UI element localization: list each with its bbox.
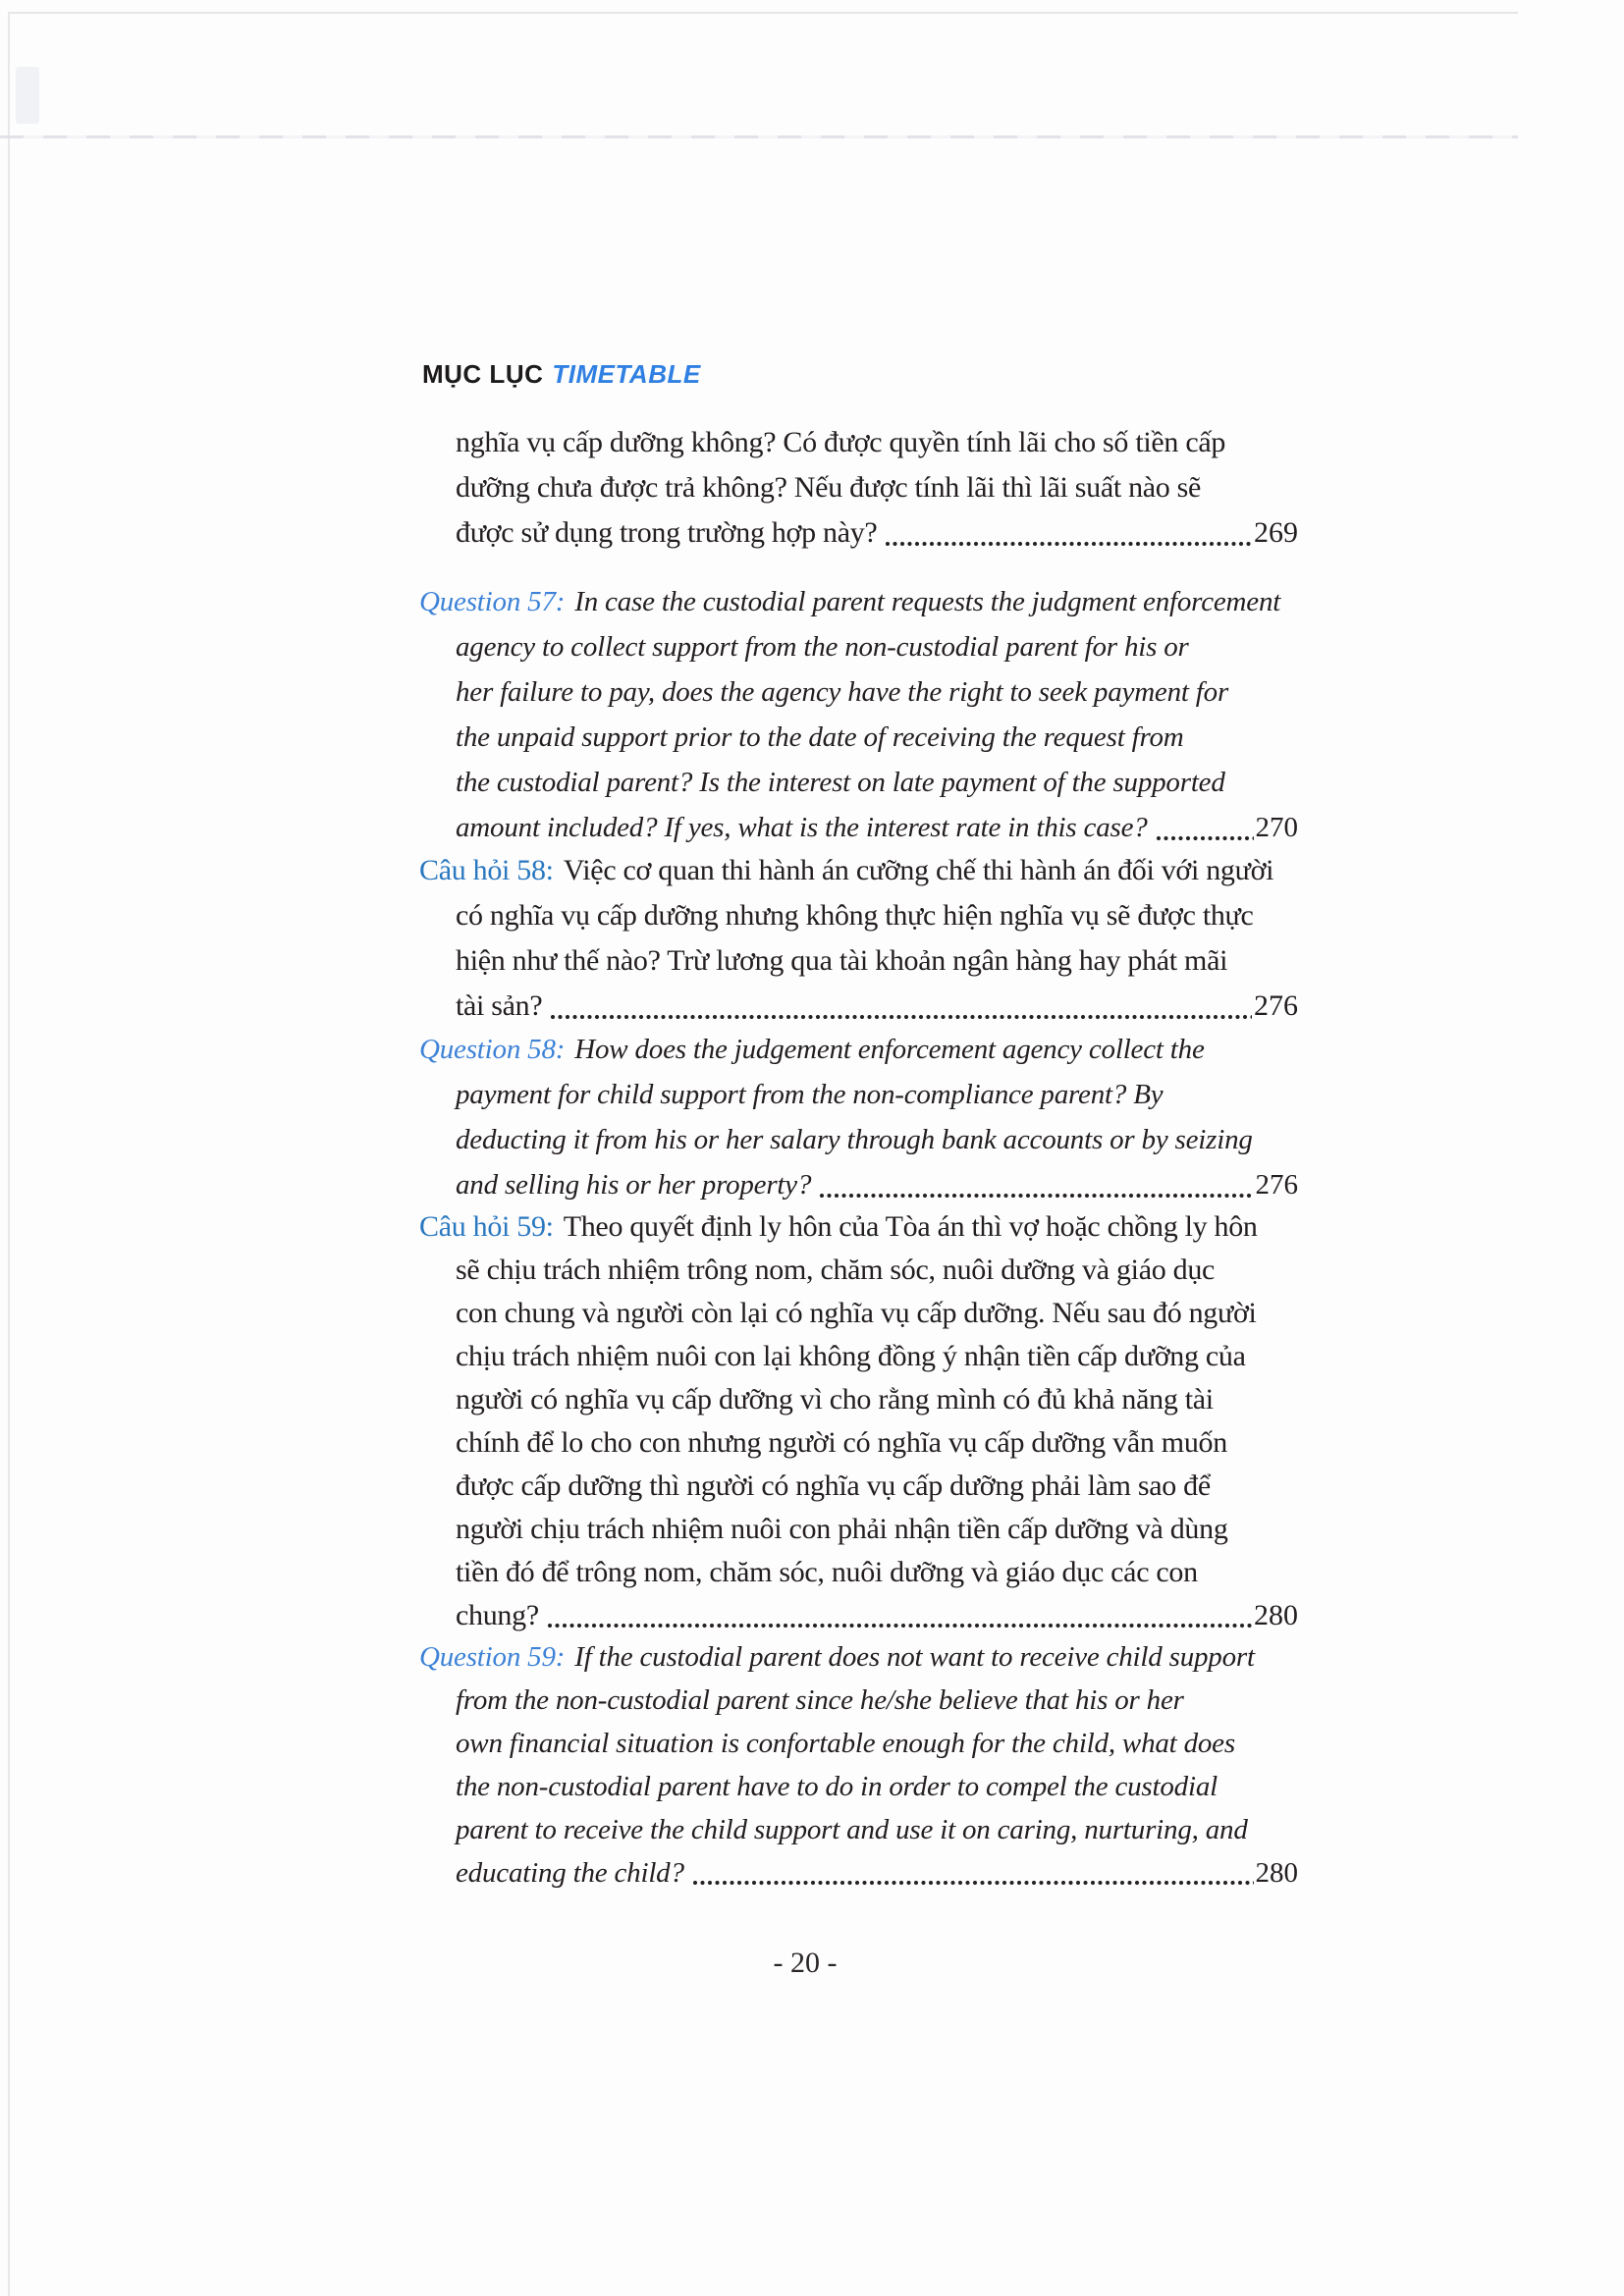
entry-line: own financial situation is confortable enough for the child, what does: [456, 1728, 1235, 1759]
page-number-footer: - 20 -: [773, 1947, 838, 1979]
entry-line: parent to receive the child support and use it on caring, nurturing, and: [456, 1814, 1248, 1845]
entry-line: from the non-custodial parent since he/she believe that his or her: [456, 1684, 1184, 1716]
entry-page-number: 276: [1255, 1169, 1298, 1201]
entry-line: [419, 984, 1298, 1029]
entry-line: [419, 805, 1298, 850]
entry-label: Question 57:: [419, 586, 566, 617]
entry-line: the custodial parent? Is the interest on late payment of the supported: [456, 767, 1225, 798]
entry-text: How does the judgement enforcement agency collect the: [574, 1034, 1205, 1065]
entry-text: Theo quyết định ly hôn của Tòa án thì vợ hoặc chồng ly hôn: [563, 1210, 1258, 1243]
entry-page-number: 280: [1255, 1857, 1298, 1889]
scan-dashed-fold-line: [0, 135, 1518, 138]
toc-entry: [419, 1027, 1298, 1207]
entry-text: Việc cơ quan thi hành án cưỡng chế thi hành án đối với người: [563, 854, 1274, 886]
entry-text: If the custodial parent does not want to receive child support: [574, 1641, 1255, 1673]
scan-smudge: [16, 67, 39, 124]
entry-line: hiện như thế nào? Trừ lương qua tài khoản ngân hàng hay phát mãi: [456, 944, 1228, 977]
toc-entry: [419, 420, 1298, 556]
entry-line: [419, 510, 1298, 556]
entry-line: [419, 1594, 1298, 1637]
entry-text: được sử dụng trong trường hợp này?: [456, 516, 878, 549]
entry-line: [419, 1205, 1298, 1249]
entry-line: the non-custodial parent have to do in order to compel the custodial: [456, 1771, 1218, 1802]
entry-text: chung?: [456, 1599, 539, 1631]
entry-line: dưỡng chưa được trả không? Nếu được tính lãi thì lãi suất nào sẽ: [456, 471, 1202, 504]
entry-line: chính để lo cho con nhưng người có nghĩa vụ cấp dưỡng vẫn muốn: [456, 1426, 1227, 1459]
entry-line: người chịu trách nhiệm nuôi con phải nhận tiền cấp dưỡng và dùng: [456, 1513, 1228, 1545]
toc-entry: [419, 1205, 1298, 1637]
entry-line: [419, 1851, 1298, 1895]
entry-text: amount included? If yes, what is the interest rate in this case?: [456, 812, 1148, 843]
entry-line: có nghĩa vụ cấp dưỡng nhưng không thực hiện nghĩa vụ sẽ được thực: [456, 899, 1254, 932]
entry-line: [419, 1635, 1298, 1679]
dot-leader: [1156, 835, 1254, 841]
dot-leader: [550, 1014, 1252, 1020]
toc-entry: [419, 848, 1298, 1029]
toc-entry: [419, 1635, 1298, 1895]
toc-header: [422, 356, 701, 392]
entry-line: tiền đó để trông nom, chăm sóc, nuôi dưỡng và giáo dục các con: [456, 1556, 1198, 1588]
toc-entry: [419, 579, 1298, 850]
dot-leader: [547, 1623, 1252, 1629]
entry-label: Câu hỏi 58:: [419, 854, 554, 886]
entry-page-number: 280: [1254, 1599, 1298, 1631]
page-edge-top-line: [8, 12, 1518, 14]
dot-leader: [692, 1880, 1254, 1886]
entry-text: educating the child?: [456, 1857, 684, 1889]
entry-text: In case the custodial parent requests the judgment enforcement: [574, 586, 1281, 617]
entry-text: and selling his or her property?: [456, 1169, 812, 1201]
entry-page-number: 269: [1254, 516, 1298, 549]
dot-leader: [819, 1193, 1253, 1199]
entry-label: Question 59:: [419, 1641, 566, 1673]
entry-line: her failure to pay, does the agency have the right to seek payment for: [456, 676, 1229, 708]
entry-line: payment for child support from the non-compliance parent? By: [456, 1079, 1164, 1110]
entry-label: Câu hỏi 59:: [419, 1210, 554, 1243]
entry-line: được cấp dưỡng thì người có nghĩa vụ cấp dưỡng phải làm sao để: [456, 1469, 1211, 1502]
entry-line: [419, 848, 1298, 893]
entry-label: Question 58:: [419, 1034, 566, 1065]
entry-line: [419, 1162, 1298, 1207]
entry-line: the unpaid support prior to the date of receiving the request from: [456, 721, 1184, 753]
entry-line: người có nghĩa vụ cấp dưỡng vì cho rằng mình có đủ khả năng tài: [456, 1383, 1214, 1415]
entry-line: deducting it from his or her salary through bank accounts or by seizing: [456, 1124, 1253, 1155]
toc-title-english: TIMETABLE: [552, 359, 701, 389]
entry-page-number: 270: [1255, 812, 1298, 843]
entry-line: [419, 579, 1298, 624]
page-edge-left-line: [8, 12, 10, 2296]
entry-page-number: 276: [1254, 989, 1298, 1022]
toc-title-vietnamese: MỤC LỤC: [422, 359, 544, 389]
entry-line: nghĩa vụ cấp dưỡng không? Có được quyền tính lãi cho số tiền cấp: [456, 426, 1226, 458]
entry-line: agency to collect support from the non-custodial parent for his or: [456, 631, 1189, 663]
entry-line: con chung và người còn lại có nghĩa vụ cấp dưỡng. Nếu sau đó người: [456, 1297, 1257, 1329]
entry-line: sẽ chịu trách nhiệm trông nom, chăm sóc, nuôi dưỡng và giáo dục: [456, 1254, 1216, 1286]
entry-text: tài sản?: [456, 989, 543, 1022]
dot-leader: [885, 541, 1252, 547]
entry-line: chịu trách nhiệm nuôi con lại không đồng ý nhận tiền cấp dưỡng của: [456, 1340, 1246, 1372]
entry-line: [419, 1027, 1298, 1072]
